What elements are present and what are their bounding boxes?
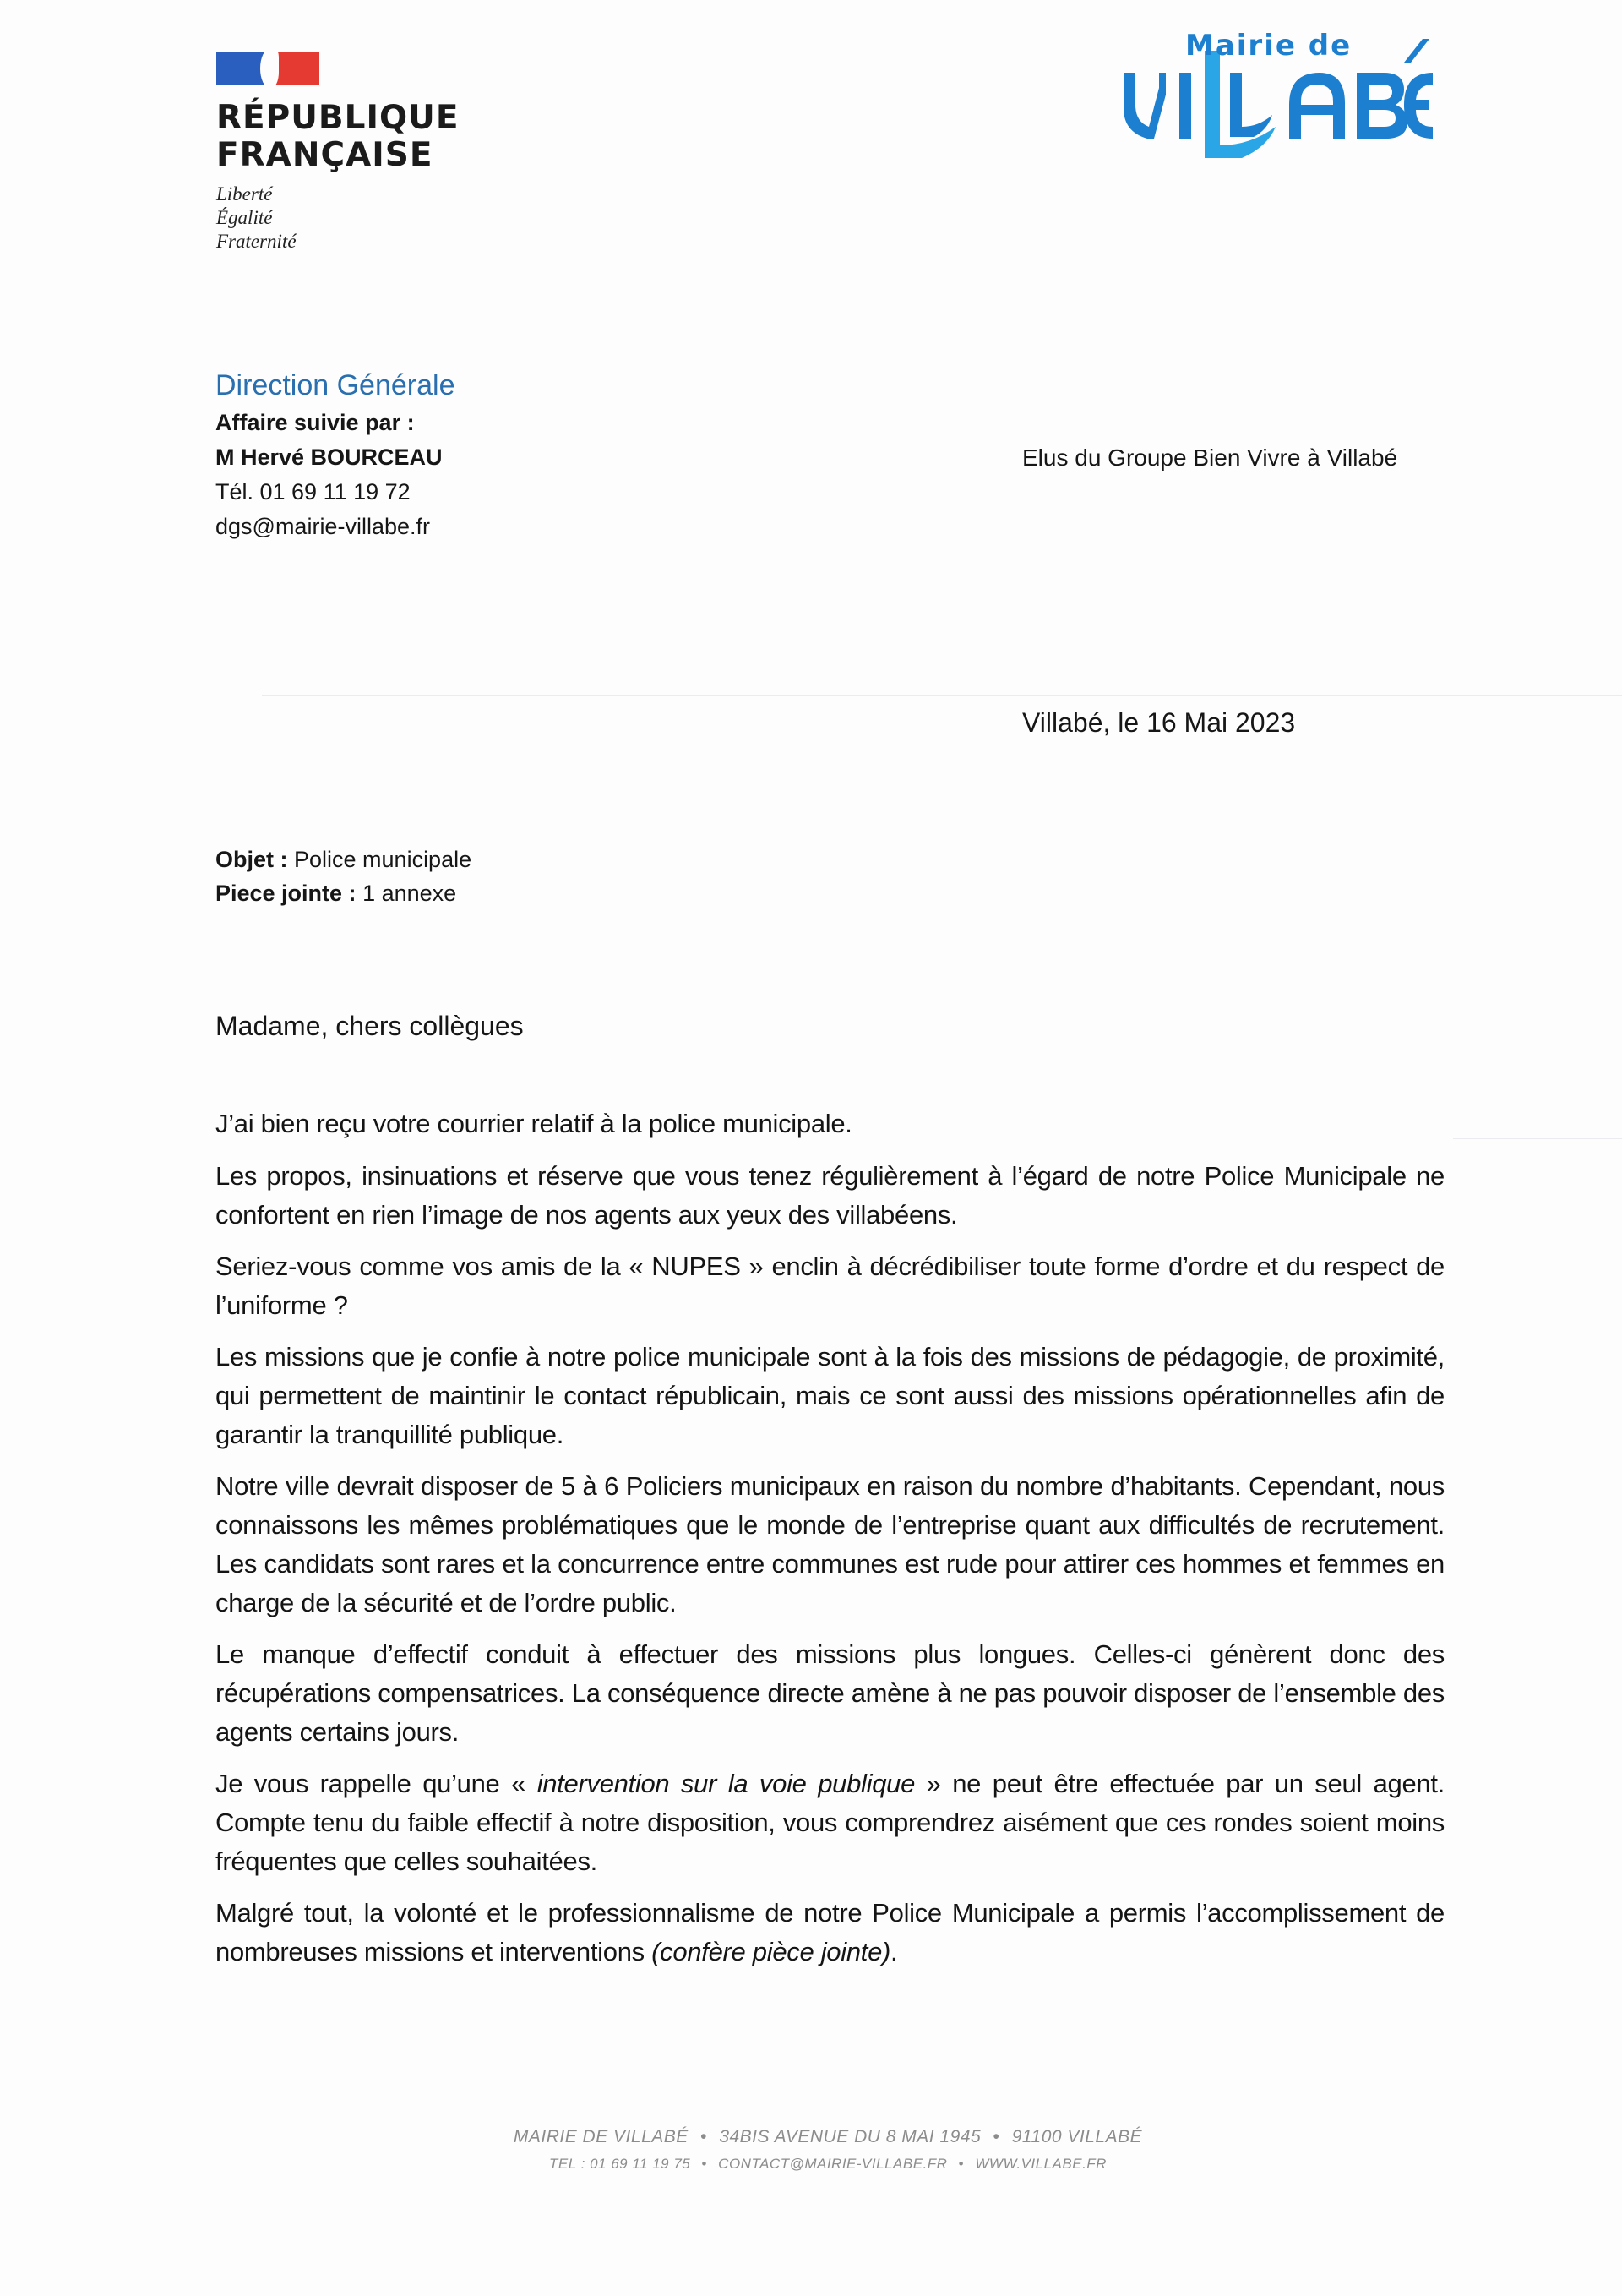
object-block <box>215 843 471 910</box>
subject-line <box>215 843 471 876</box>
contact-name: M Hervé BOURCEAU <box>215 444 443 470</box>
mairie-villabe-logo <box>1098 27 1436 162</box>
footer-org: MAIRIE DE VILLABÉ <box>513 2127 689 2146</box>
footer-city: 91100 VILLABÉ <box>1011 2127 1143 2146</box>
bullet-separator: • <box>993 2127 1000 2146</box>
paragraph-8-italic: (confère pièce jointe) <box>651 1937 891 1966</box>
republique-francaise-block <box>216 49 459 254</box>
bullet-separator: • <box>700 2127 707 2146</box>
paragraph-7-text-end: » ne peut être effectuée par un seul agent. Compte tenu du faible effectif à notre disposition, vous comprendrez aisément que ces rondes soient moins fréquentes que celles souhaitées. <box>215 1769 1445 1876</box>
salutation: Madame, chers collègues <box>215 1011 524 1041</box>
scan-artifact-line <box>1453 1138 1622 1139</box>
republique-title <box>216 100 459 174</box>
footer-contact-line <box>34 2151 1622 2177</box>
contact-phone: Tél. 01 69 11 19 72 <box>215 479 411 504</box>
bullet-separator: • <box>958 2156 965 2172</box>
subject-value: Police municipale <box>287 847 472 872</box>
devise <box>216 183 459 254</box>
paragraph-3: Seriez-vous comme vos amis de la « NUPES » enclin à décrédibiliser toute forme d’ordre et du respect de l’uniforme ? <box>215 1252 1445 1320</box>
sender-block <box>215 365 454 544</box>
paragraph-6: Le manque d’effectif conduit à effectuer des missions plus longues. Celles-ci génèrent donc des récupérations compensatrices. La conséquence directe amène à ne pas pouvoir disposer de l’ensemble des agents certains jours. <box>215 1639 1445 1747</box>
paragraph-1: J’ai bien reçu votre courrier relatif à la police municipale. <box>215 1109 852 1138</box>
paragraph-8-text: Malgré tout, la volonté et le professionnalisme de notre Police Municipale a permis l’accomplissement de nombreuses missions et interventions <box>215 1898 1445 1966</box>
department-name: Direction Générale <box>215 369 455 401</box>
contact-email[interactable]: dgs@mairie-villabe.fr <box>215 514 430 539</box>
letter-footer <box>0 2123 1622 2177</box>
attachment-line <box>215 876 471 910</box>
attachment-label: Piece jointe : <box>215 881 357 906</box>
devise-fraternite: Fraternité <box>216 231 297 252</box>
devise-egalite: Égalité <box>216 207 273 228</box>
letter-body <box>215 1104 1445 1984</box>
attachment-value: 1 annexe <box>356 881 457 906</box>
logo-mairie-de-text: Mairie de <box>1185 29 1353 63</box>
recipient: Elus du Groupe Bien Vivre à Villabé <box>1022 444 1398 471</box>
paragraph-2: Les propos, insinuations et réserve que vous tenez régulièrement à l’égard de notre Police Municipale ne confortent en rien l’image de nos agents aux yeux des villabéens. <box>215 1161 1445 1230</box>
scan-artifact-line <box>262 695 1622 696</box>
paragraph-8-text-end: . <box>890 1937 898 1966</box>
subject-label: Objet : <box>215 847 288 872</box>
paragraph-8 <box>215 1894 1445 1972</box>
footer-phone: TEL : 01 69 11 19 75 <box>549 2156 691 2172</box>
paragraph-5: Notre ville devrait disposer de 5 à 6 Policiers municipaux en raison du nombre d’habitants. Cependant, nous connaissons les mêmes problématiques que le monde de l’entreprise quant aux difficultés de recrutement. Les candidats sont rares et la concurrence entre communes est rude pour attirer ces hommes et femmes en charge de la sécurité et de l’ordre public. <box>215 1471 1445 1617</box>
footer-address-line <box>34 2123 1622 2151</box>
paragraph-7-italic: intervention sur la voie publique <box>536 1769 916 1798</box>
republique-line: RÉPUBLIQUE <box>216 99 460 137</box>
paragraph-4: Les missions que je confie à notre police municipale sont à la fois des missions de pédagogie, de proximité, qui permettent de maintinir le contact républicain, mais ce sont aussi des missions opérationnelles afin de garantir la tranquillité publique. <box>215 1342 1445 1449</box>
footer-website[interactable]: WWW.VILLABE.FR <box>975 2156 1107 2172</box>
footer-email[interactable]: CONTACT@MAIRIE-VILLABE.FR <box>718 2156 948 2172</box>
followed-by-label: Affaire suivie par : <box>215 410 415 435</box>
marianne-flag-icon <box>216 49 323 88</box>
footer-address: 34BIS AVENUE DU 8 MAI 1945 <box>719 2127 982 2146</box>
francaise-line: FRANÇAISE <box>216 136 433 174</box>
paragraph-7 <box>215 1764 1445 1881</box>
bullet-separator: • <box>701 2156 707 2172</box>
paragraph-7-text: Je vous rappelle qu’une « <box>215 1769 537 1798</box>
letter-date: Villabé, le 16 Mai 2023 <box>1022 707 1296 738</box>
devise-liberte: Liberté <box>216 183 273 205</box>
